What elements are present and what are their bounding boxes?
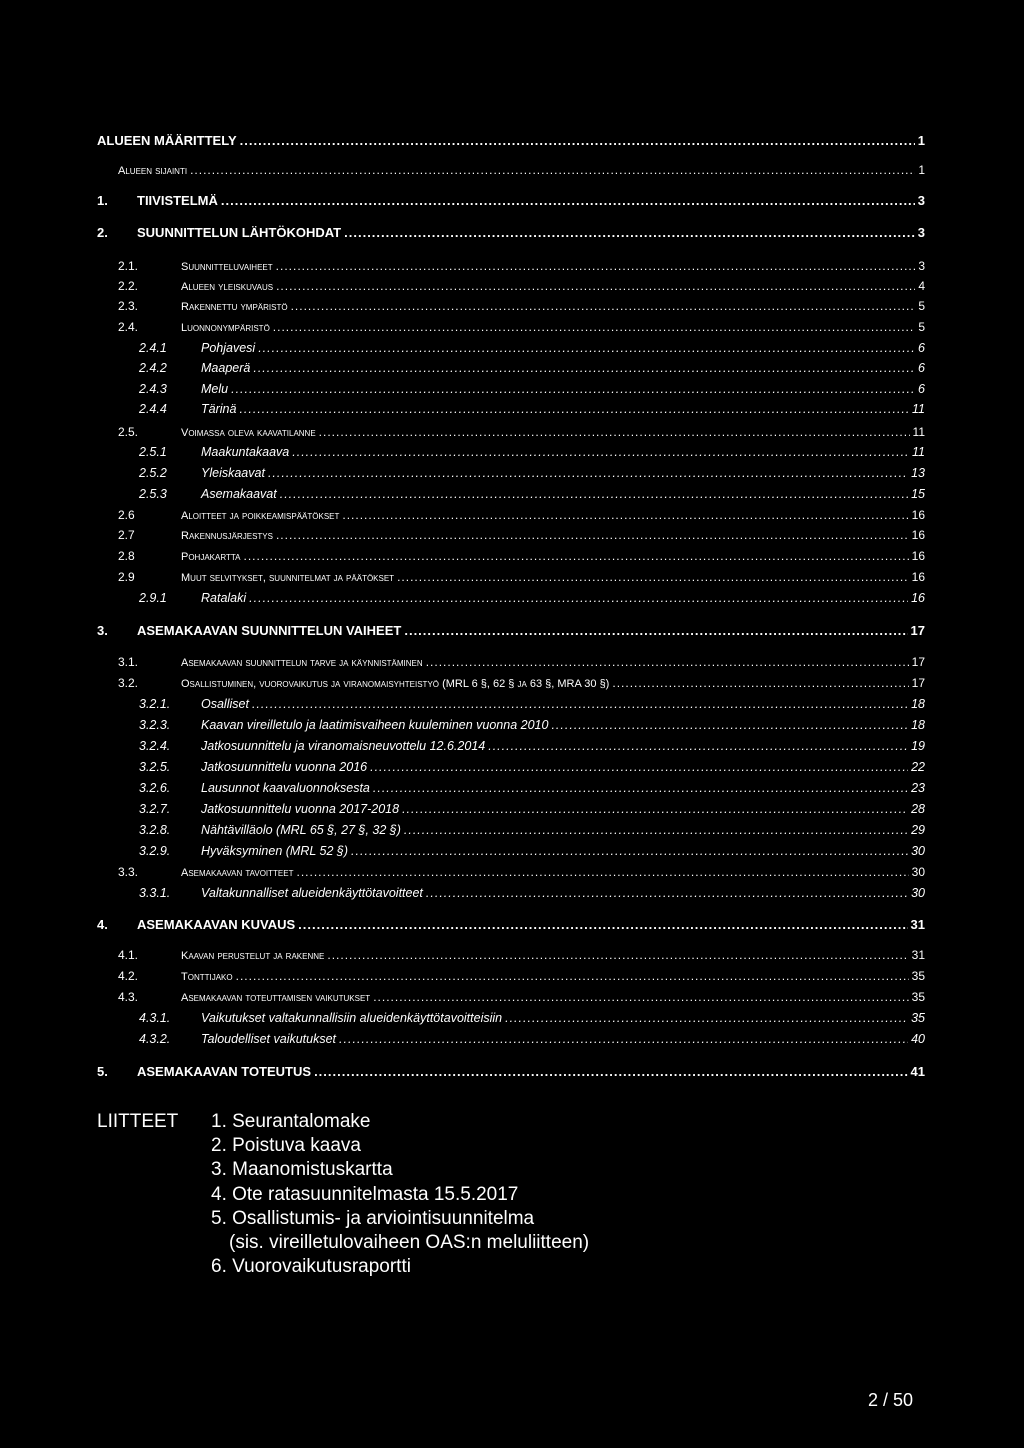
toc-entry-page: 30 [911,865,925,879]
toc-entry-number: 2.7 [118,528,135,542]
toc-entry-title: Voimassa oleva kaavatilanne [181,427,316,439]
toc-entry[interactable] [139,361,925,375]
toc-entry-number: 2.6 [118,508,135,522]
toc-entry[interactable] [139,802,925,816]
toc-entry[interactable] [97,193,925,208]
toc-entry-title: Nähtävilläolo (MRL 65 §, 27 §, 32 §) [201,823,401,837]
toc-entry-title: Vaikutukset valtakunnallisiin alueidenkäyttötavoitteisiin [201,1011,503,1025]
toc-entry-number: 2.4.3 [139,382,167,396]
toc-entry-number: 3.2.9. [139,844,171,858]
toc-entry-number: 2.3. [118,299,139,313]
toc-dot-leader [276,259,916,273]
toc-entry-number: 2.8 [118,549,135,563]
toc-entry-number: 3.2.4. [139,739,171,753]
toc-dot-leader [319,425,910,439]
toc-entry-page: 17 [911,676,925,690]
toc-entry-title: Maakuntakaava [201,445,290,459]
toc-entry-number: 2.4.1 [139,341,167,355]
toc-entry[interactable] [139,697,925,711]
toc-entry[interactable] [118,528,925,542]
toc-entry-number: 2.4.4 [139,402,167,416]
toc-entry[interactable] [118,508,925,522]
toc-entry-title: Jatkosuunnittelu vuonna 2017-2018 [201,802,400,816]
toc-dot-leader [404,623,907,638]
toc-entry-page: 17 [911,655,925,669]
toc-dot-leader [370,760,908,774]
attachment-item: 2. Poistuva kaava [211,1135,361,1157]
toc-entry[interactable] [139,487,925,501]
toc-entry[interactable] [139,760,925,774]
attachments-heading: LIITTEET [97,1111,179,1132]
toc-entry-title: Muut selvitykset, suunnitelmat ja päätökset [181,572,395,584]
toc-entry-page: 11 [912,445,925,459]
toc-entry-page: 4 [918,279,925,293]
toc-entry-number: 3.2.3. [139,718,171,732]
toc-dot-leader [298,917,907,932]
toc-entry[interactable] [139,402,925,416]
toc-entry-number: 2.5. [118,425,139,439]
toc-entry-title: ASEMAKAAVAN KUVAUS [137,917,296,932]
toc-entry[interactable] [97,623,925,638]
toc-entry-title: Asemakaavat [201,487,277,501]
toc-entry[interactable] [139,1011,925,1025]
toc-entry[interactable] [118,259,925,273]
toc-entry[interactable] [118,676,925,690]
toc-entry-number: 4.1. [118,948,139,962]
toc-entry-title: Lausunnot kaavaluonnoksesta [201,781,370,795]
toc-entry-page: 23 [911,781,925,795]
toc-entry-number: 3.2.6. [139,781,171,795]
toc-entry-page: 30 [911,886,925,900]
attachment-item: 5. Osallistumis- ja arviointisuunnitelma [211,1207,535,1229]
toc-entry-number: 5. [97,1064,108,1079]
toc-entry[interactable] [118,969,925,983]
toc-entry-title: Valtakunnalliset alueidenkäyttötavoitteet [201,886,423,900]
toc-entry-title: Taloudelliset vaikutukset [201,1032,337,1046]
toc-entry[interactable] [139,718,925,732]
toc-entry[interactable] [139,844,925,858]
toc-dot-leader [426,886,908,900]
toc-entry[interactable] [139,886,925,900]
toc-entry-page: 1 [918,163,925,177]
toc-entry-number: 4.3.1. [139,1011,171,1025]
toc-entry-title: Suunnitteluvaiheet [181,261,273,273]
toc-entry-title: ASEMAKAAVAN TOTEUTUS [137,1064,312,1079]
toc-entry-title: Ratalaki [201,591,247,605]
toc-dot-leader [276,279,915,293]
toc-entry-title: Alueen sijainti [118,165,188,177]
toc-entry-page: 1 [917,133,925,148]
toc-entry[interactable] [118,549,925,563]
toc-entry-page: 15 [911,487,925,501]
toc-dot-leader [402,802,908,816]
toc-entry-page: 16 [911,570,925,584]
attachment-item: 3. Maanomistuskartta [211,1159,393,1181]
toc-dot-leader [404,823,908,837]
toc-entry[interactable] [118,320,925,334]
toc-entry-number: 1. [97,193,108,208]
toc-dot-leader [342,508,908,522]
toc-entry-title: ASEMAKAAVAN SUUNNITTELUN VAIHEET [137,623,402,638]
attachments-list [211,1110,589,1279]
toc-entry-page: 31 [911,948,925,962]
attachment-item: 1. Seurantalomake [211,1111,371,1132]
toc-entry-title: Maaperä [201,361,251,375]
toc-entry[interactable] [118,948,925,962]
toc-entry-page: 35 [911,990,925,1004]
toc-entry-title: Tonttijako [181,971,233,983]
toc-entry-title: Osalliset [201,697,249,711]
toc-entry-number: 2.5.2 [139,466,167,480]
toc-dot-leader [253,361,915,375]
toc-entry-page: 22 [911,760,925,774]
toc-entry[interactable] [118,655,925,669]
toc-entry-title: Jatkosuunnittelu ja viranomaisneuvottelu 12.6.2014 [201,739,486,753]
toc-entry-page: 29 [911,823,925,837]
toc-dot-leader [373,990,908,1004]
toc-entry-page: 18 [911,718,925,732]
toc-entry-page: 40 [911,1032,925,1046]
toc-entry[interactable] [139,382,925,396]
toc-entry-number: 2. [97,225,108,240]
toc-entry-page: 13 [911,466,925,480]
toc-entry-number: 3.2.5. [139,760,171,774]
toc-dot-leader [551,718,908,732]
toc-dot-leader [268,466,908,480]
toc-entry[interactable] [118,279,925,293]
toc-dot-leader [252,697,908,711]
toc-entry-page: 41 [910,1064,925,1079]
toc-entry[interactable] [118,299,925,313]
toc-entry-title: Aloitteet ja poikkeamispäätökset [181,510,340,522]
toc-entry[interactable] [118,163,925,177]
toc-dot-leader [373,781,908,795]
toc-entry-title: Kaavan perustelut ja rakenne [181,950,325,962]
toc-entry[interactable] [139,781,925,795]
toc-entry-page: 5 [918,320,925,334]
toc-dot-leader [351,844,908,858]
toc-entry[interactable] [118,865,925,879]
toc-dot-leader [339,1032,908,1046]
toc-dot-leader [273,320,916,334]
attachment-item: 4. Ote ratasuunnitelmasta 15.5.2017 [211,1183,519,1205]
toc-entry-page: 5 [918,299,925,313]
toc-entry-page: 17 [910,623,925,638]
attachment-item: 6. Vuorovaikutusraportti [211,1256,411,1278]
toc-entry-title: Osallistuminen, vuorovaikutus ja viranomaisyhteistyö (MRL 6 §, 62 § ja 63 §, MRA 30 §) [181,678,610,690]
toc-entry-title: Pohjakartta [181,551,241,563]
toc-entry[interactable] [139,466,925,480]
toc-entry-page: 35 [911,1011,925,1025]
toc-entry[interactable] [97,225,925,240]
toc-entry-number: 3.3.1. [139,886,171,900]
toc-entry[interactable] [118,425,925,439]
toc-dot-leader [505,1011,908,1025]
toc-dot-leader [397,570,909,584]
toc-entry-page: 16 [911,508,925,522]
toc-entry-title: Asemakaavan toteuttamisen vaikutukset [181,992,371,1004]
toc-entry-page: 11 [912,402,925,416]
toc-entry-page: 16 [911,549,925,563]
toc-entry-title: Alueen yleiskuvaus [181,281,274,293]
toc-dot-leader [239,402,909,416]
toc-entry-title: Kaavan vireilletulo ja laatimisvaiheen kuuleminen vuonna 2010 [201,718,549,732]
toc-dot-leader [221,193,915,208]
toc-entry-number: 3.1. [118,655,139,669]
toc-entry-title: ALUEEN MÄÄRITTELY [97,133,237,148]
toc-entry-page: 3 [917,225,925,240]
toc-entry-title: Rakennettu ympäristö [181,301,288,313]
toc-entry[interactable] [139,823,925,837]
toc-entry-number: 2.2. [118,279,139,293]
toc-entry-number: 3.3. [118,865,139,879]
toc-dot-leader [344,225,915,240]
toc-entry-number: 4.3. [118,990,139,1004]
toc-entry-number: 4.2. [118,969,139,983]
attachment-item: (sis. vireilletulovaiheen OAS:n meluliitteen) [229,1232,590,1254]
toc-dot-leader [190,163,915,177]
toc-dot-leader [258,341,915,355]
toc-entry-title: Hyväksyminen (MRL 52 §) [201,844,349,858]
toc-dot-leader [426,655,909,669]
toc-entry[interactable] [118,990,925,1004]
toc-entry-title: SUUNNITTELUN LÄHTÖKOHDAT [137,225,342,240]
toc-entry-number: 3.2.8. [139,823,171,837]
toc-entry-number: 2.4.2 [139,361,167,375]
toc-entry-page: 16 [911,528,925,542]
toc-entry-number: 2.9 [118,570,135,584]
toc-dot-leader [292,445,909,459]
toc-entry[interactable] [139,1032,925,1046]
toc-entry[interactable] [139,591,925,605]
toc-entry-title: TIIVISTELMÄ [137,193,218,208]
toc-dot-leader [240,133,915,148]
toc-entry-number: 2.4. [118,320,139,334]
toc-dot-leader [236,969,909,983]
toc-dot-leader [327,948,908,962]
toc-entry-title: Yleiskaavat [201,466,265,480]
toc-entry[interactable] [97,1064,925,1079]
toc-entry-number: 3.2.1. [139,697,171,711]
toc-dot-leader [314,1064,907,1079]
toc-dot-leader [249,591,908,605]
toc-entry-page: 6 [918,341,925,355]
toc-entry-title: Melu [201,382,229,396]
toc-entry-title: Rakennusjärjestys [181,530,273,542]
toc-entry-page: 6 [918,361,925,375]
toc-dot-leader [244,549,909,563]
page-number: 2 / 50 [868,1390,914,1410]
toc-entry[interactable] [97,917,925,932]
toc-dot-leader [276,528,909,542]
toc-entry[interactable] [97,133,925,148]
toc-entry-title: Asemakaavan suunnittelun tarve ja käynnistäminen [181,657,423,669]
toc-entry[interactable] [139,341,925,355]
toc-entry-number: 2.9.1 [139,591,167,605]
toc-entry-title: Luonnonympäristö [181,322,270,334]
toc-entry-number: 4. [97,917,108,932]
toc-dot-leader [231,382,915,396]
toc-entry-page: 31 [910,917,925,932]
toc-entry-page: 35 [911,969,925,983]
toc-entry-page: 3 [918,259,925,273]
toc-entry[interactable] [139,739,925,753]
toc-entry-number: 2.5.3 [139,487,167,501]
toc-dot-leader [296,865,908,879]
toc-entry-number: 3.2.7. [139,802,171,816]
toc-entry-title: Tärinä [201,402,237,416]
toc-entry-number: 3.2. [118,676,139,690]
toc-dot-leader [291,299,916,313]
toc-entry-number: 4.3.2. [139,1032,171,1046]
toc-entry-page: 18 [911,697,925,711]
toc-dot-leader [280,487,908,501]
toc-entry-page: 16 [911,591,925,605]
toc-entry-title: Jatkosuunnittelu vuonna 2016 [201,760,368,774]
toc-entry-number: 3. [97,623,108,638]
toc-entry-page: 19 [911,739,925,753]
toc-entry-number: 2.1. [118,259,139,273]
toc-entry-page: 6 [918,382,925,396]
toc-entry[interactable] [139,445,925,459]
toc-entry-page: 11 [912,425,925,439]
toc-entry-page: 28 [911,802,925,816]
toc-entry-title: Asemakaavan tavoitteet [181,867,294,879]
toc-entry-page: 3 [917,193,925,208]
toc-dot-leader [488,739,908,753]
toc-entry-number: 2.5.1 [139,445,167,459]
toc-entry[interactable] [118,570,925,584]
toc-entry-page: 30 [911,844,925,858]
toc-dot-leader [612,676,908,690]
toc-entry-title: Pohjavesi [201,341,256,355]
